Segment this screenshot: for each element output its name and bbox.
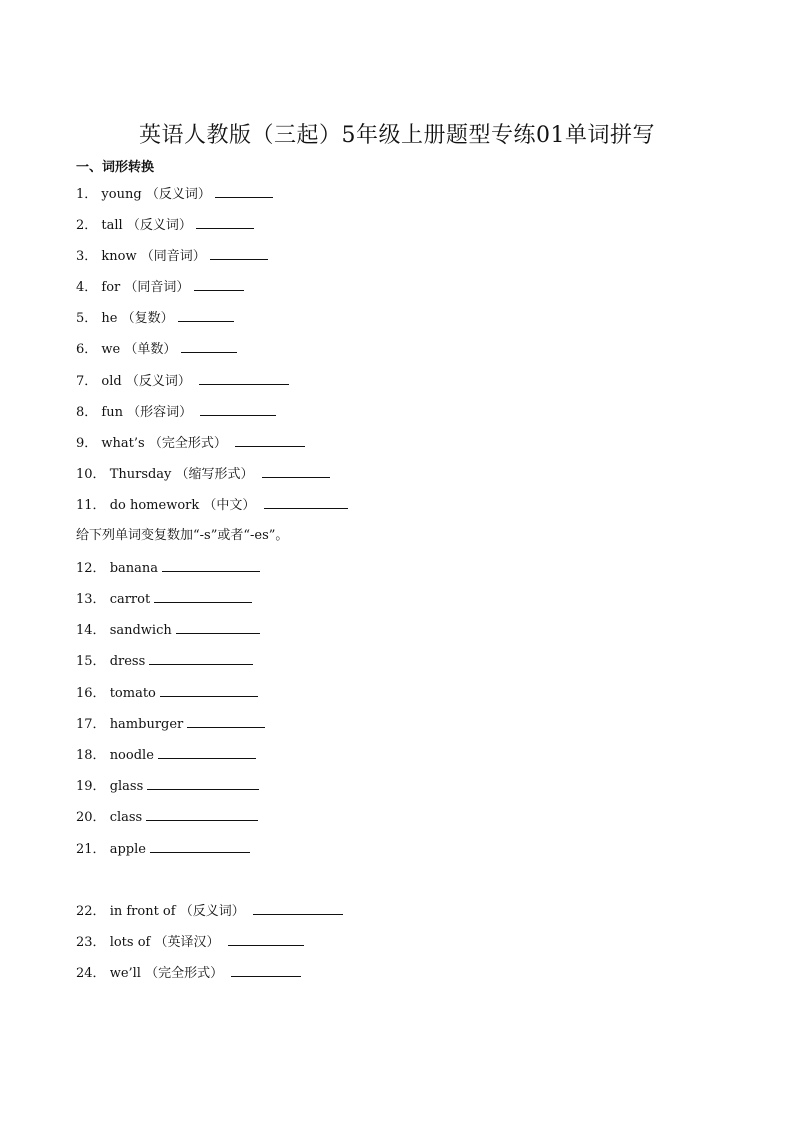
question-word: dress <box>109 654 146 669</box>
question-word: he <box>101 311 118 326</box>
question-number: 14． <box>76 623 106 638</box>
answer-blank[interactable] <box>178 307 234 322</box>
answer-blank[interactable] <box>200 401 276 416</box>
answer-blank[interactable] <box>147 775 259 790</box>
answer-blank[interactable] <box>194 276 244 291</box>
question-8 <box>76 401 276 422</box>
answer-blank[interactable] <box>187 713 265 728</box>
answer-blank[interactable] <box>262 463 330 478</box>
answer-blank[interactable] <box>150 838 250 853</box>
question-hint: （反义词） <box>179 904 245 919</box>
question-22 <box>76 900 343 921</box>
question-word: hamburger <box>109 717 184 732</box>
question-number: 5． <box>76 311 98 326</box>
question-number: 6． <box>76 342 98 357</box>
question-hint: （完全形式） <box>148 436 227 451</box>
answer-blank[interactable] <box>253 900 343 915</box>
question-word: Thursday <box>109 467 172 482</box>
instruction-text: 给下列单词变复数加“-s”或者“-es”。 <box>76 528 289 543</box>
question-number: 16． <box>76 686 106 701</box>
answer-blank[interactable] <box>149 650 253 665</box>
answer-blank[interactable] <box>231 962 301 977</box>
question-word: do homework <box>109 498 200 513</box>
question-number: 21． <box>76 842 106 857</box>
question-number: 18． <box>76 748 106 763</box>
question-3 <box>76 245 268 266</box>
question-number: 17． <box>76 717 106 732</box>
page-title: 英语人教版（三起）5年级上册题型专练01单词拼写 <box>139 123 655 148</box>
question-number: 12． <box>76 561 106 576</box>
question-number: 2． <box>76 218 98 233</box>
question-word: in front of <box>109 904 176 919</box>
question-word: know <box>101 249 137 264</box>
question-word: class <box>109 810 143 825</box>
question-hint: （反义词） <box>145 187 211 202</box>
question-20 <box>76 806 258 827</box>
question-number: 19． <box>76 779 106 794</box>
question-number: 23． <box>76 935 106 950</box>
question-hint: （反义词） <box>125 374 191 389</box>
question-word: tall <box>101 218 123 233</box>
question-23 <box>76 931 304 952</box>
question-hint: （中文） <box>203 498 256 513</box>
question-16 <box>76 682 258 703</box>
answer-blank[interactable] <box>176 619 260 634</box>
question-number: 20． <box>76 810 106 825</box>
answer-blank[interactable] <box>160 682 258 697</box>
question-hint: （形容词） <box>127 405 193 420</box>
question-5 <box>76 307 234 328</box>
question-word: what’s <box>101 436 145 451</box>
question-hint: （单数） <box>124 342 177 357</box>
answer-blank[interactable] <box>235 432 305 447</box>
answer-blank[interactable] <box>146 806 258 821</box>
question-24 <box>76 962 301 983</box>
question-number: 7． <box>76 374 98 389</box>
question-number: 4． <box>76 280 98 295</box>
question-word: apple <box>109 842 146 857</box>
question-4 <box>76 276 244 297</box>
question-number: 24． <box>76 966 106 981</box>
question-number: 11． <box>76 498 106 513</box>
question-hint: （反义词） <box>126 218 192 233</box>
question-word: banana <box>109 561 159 576</box>
question-word: fun <box>101 405 123 420</box>
question-17 <box>76 713 265 734</box>
answer-blank[interactable] <box>162 557 260 572</box>
answer-blank[interactable] <box>196 214 254 229</box>
question-6 <box>76 338 237 359</box>
question-number: 13． <box>76 592 106 607</box>
question-word: for <box>101 280 121 295</box>
question-number: 15． <box>76 654 106 669</box>
question-word: we’ll <box>109 966 141 981</box>
question-word: we <box>101 342 121 357</box>
question-number: 9． <box>76 436 98 451</box>
question-12 <box>76 557 260 578</box>
question-word: glass <box>109 779 144 794</box>
question-7 <box>76 370 289 391</box>
answer-blank[interactable] <box>210 245 268 260</box>
question-hint: （同音词） <box>124 280 190 295</box>
answer-blank[interactable] <box>264 494 348 509</box>
question-14 <box>76 619 260 640</box>
answer-blank[interactable] <box>228 931 304 946</box>
question-number: 1． <box>76 187 98 202</box>
answer-blank[interactable] <box>154 588 252 603</box>
question-hint: （复数） <box>121 311 174 326</box>
question-19 <box>76 775 259 796</box>
question-word: lots of <box>109 935 151 950</box>
question-hint: （完全形式） <box>145 966 224 981</box>
question-1 <box>76 183 273 204</box>
answer-blank[interactable] <box>181 338 237 353</box>
question-hint: （缩写形式） <box>175 467 254 482</box>
question-number: 8． <box>76 405 98 420</box>
question-9 <box>76 432 305 453</box>
question-word: carrot <box>109 592 151 607</box>
question-18 <box>76 744 256 765</box>
question-word: tomato <box>109 686 156 701</box>
question-number: 10． <box>76 467 106 482</box>
question-number: 3． <box>76 249 98 264</box>
answer-blank[interactable] <box>215 183 273 198</box>
question-word: young <box>101 187 142 202</box>
question-15 <box>76 650 253 671</box>
question-hint: （英译汉） <box>154 935 220 950</box>
question-word: old <box>101 374 122 389</box>
question-word: sandwich <box>109 623 172 638</box>
section-heading: 一、词形转换 <box>76 160 155 175</box>
answer-blank[interactable] <box>158 744 256 759</box>
question-13 <box>76 588 252 609</box>
question-hint: （同音词） <box>140 249 206 264</box>
question-word: noodle <box>109 748 154 763</box>
question-21 <box>76 838 250 859</box>
answer-blank[interactable] <box>199 370 289 385</box>
question-10 <box>76 463 330 484</box>
question-number: 22． <box>76 904 106 919</box>
question-11 <box>76 494 348 515</box>
question-2 <box>76 214 254 235</box>
